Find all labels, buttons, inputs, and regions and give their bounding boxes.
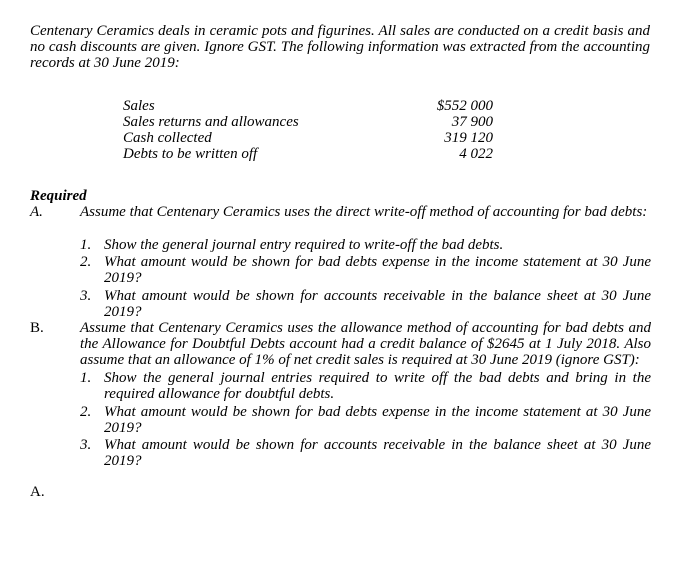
row-label: Debts to be written off	[123, 146, 258, 162]
table-row	[123, 98, 493, 114]
section-b-item-number: 1.	[80, 370, 92, 386]
required-heading: Required	[30, 188, 87, 204]
section-a-item-number: 2.	[80, 254, 92, 270]
table-row	[123, 114, 493, 130]
section-b-item-text: Show the general journal entries required to write off the bad debts and bring in the required allowance for doubtful debts.	[104, 370, 651, 402]
row-value: 319 120	[444, 130, 493, 146]
section-a-letter: A.	[30, 204, 43, 220]
section-b-letter: B.	[30, 320, 44, 336]
answer-section-letter: A.	[30, 484, 45, 500]
section-a-item-text: What amount would be shown for accounts receivable in the balance sheet at 30 June 2019?	[104, 288, 651, 320]
section-a-item-number: 3.	[80, 288, 92, 304]
table-row	[123, 146, 493, 162]
row-label: Sales	[123, 98, 155, 114]
section-a-item-number: 1.	[80, 237, 92, 253]
row-value: $552 000	[436, 98, 493, 114]
row-label: Cash collected	[123, 130, 212, 146]
section-b-item-text: What amount would be shown for accounts receivable in the balance sheet at 30 June 2019?	[104, 437, 651, 469]
table-row	[123, 130, 493, 146]
section-b-text: Assume that Centenary Ceramics uses the allowance method of accounting for bad debts and the Allowance for Doubtful Debts account had a credit balance of $2645 at 1 July 2018. Also assume that an allowance of 1% of net credit sales is required at 30 June 2019 (ignore GST):	[80, 320, 651, 368]
section-a-item-text: What amount would be shown for bad debts expense in the income statement at 30 June 2019?	[104, 254, 651, 286]
financial-info-table	[123, 98, 493, 162]
section-b-item-text: What amount would be shown for bad debts expense in the income statement at 30 June 2019?	[104, 404, 651, 436]
row-value: 4 022	[459, 146, 493, 162]
section-b-item-number: 3.	[80, 437, 92, 453]
section-a-text: Assume that Centenary Ceramics uses the direct write-off method of accounting for bad debts:	[80, 204, 648, 220]
intro-paragraph: Centenary Ceramics deals in ceramic pots and figurines. All sales are conducted on a credit basis and no cash discounts are given. Ignore GST. The following information was extracted from the accounting records at 30 June 2019:	[30, 23, 650, 71]
section-b-item-number: 2.	[80, 404, 92, 420]
row-value: 37 900	[451, 114, 493, 130]
section-a-item-text: Show the general journal entry required to write-off the bad debts.	[104, 237, 504, 253]
row-label: Sales returns and allowances	[123, 114, 299, 130]
